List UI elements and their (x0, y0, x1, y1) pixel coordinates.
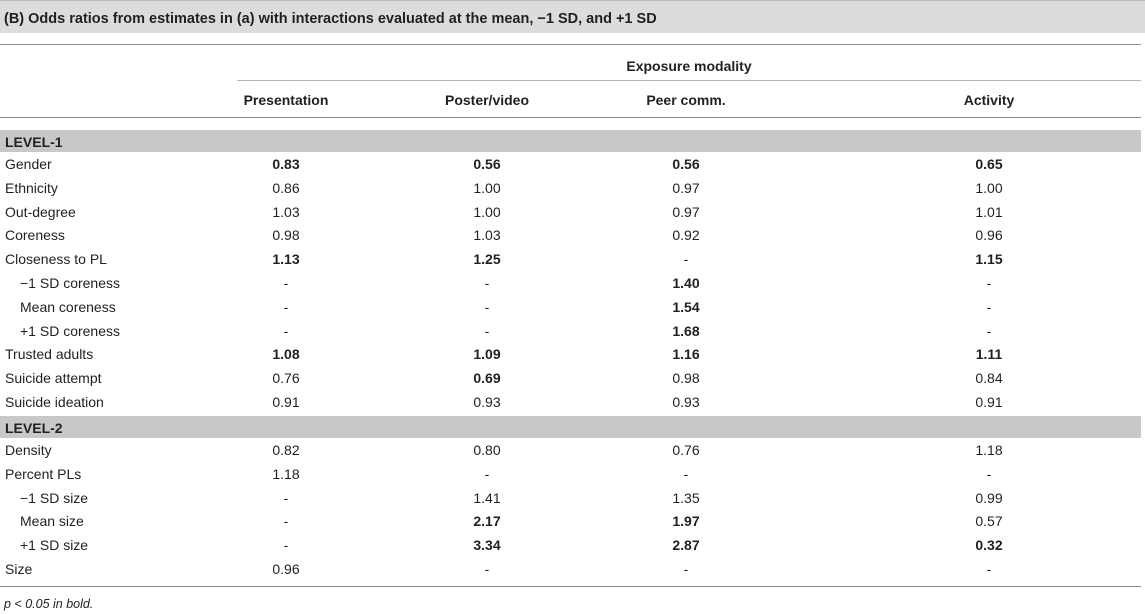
row-label: Ethnicity (5, 179, 58, 196)
table-row (0, 224, 1141, 247)
table-cell: - (283, 298, 289, 315)
table-cell: 0.84 (975, 370, 1003, 387)
row-label: −1 SD size (20, 489, 89, 506)
table-cell: 0.97 (672, 203, 700, 220)
group-header-rule (237, 80, 1141, 81)
table-cell: 0.65 (975, 156, 1003, 172)
table-cell: 0.99 (975, 489, 1003, 506)
table-cell: - (283, 537, 289, 554)
table-cell: 0.69 (473, 370, 501, 387)
table-footnote: p < 0.05 in bold. (4, 597, 94, 611)
table-row (0, 558, 1141, 581)
table-cell: - (484, 561, 490, 577)
table-title: (B) Odds ratios from estimates in (a) with interactions evaluated at the mean, −1 SD, and +1 SD (4, 11, 657, 27)
table-row (0, 510, 1141, 533)
table-cell: 1.40 (672, 275, 700, 291)
table-cell: 1.54 (672, 298, 700, 315)
table-cell: 0.80 (473, 442, 501, 458)
table-cell: 0.56 (672, 156, 700, 172)
table-cell: - (283, 489, 289, 506)
table-cell: 0.97 (672, 179, 700, 196)
row-label: Suicide attempt (5, 370, 102, 387)
table-cell: - (986, 298, 992, 315)
table-cell: - (986, 561, 992, 577)
table-cell: 1.09 (473, 346, 501, 363)
row-label: Suicide ideation (5, 394, 104, 410)
table-row (0, 367, 1141, 390)
row-label: +1 SD size (20, 537, 89, 554)
column-header-poster-video: Poster/video (444, 92, 530, 108)
table-cell: 1.41 (473, 489, 501, 506)
table-row (0, 272, 1141, 295)
row-label: Mean coreness (20, 298, 116, 315)
table-cell: 0.32 (975, 537, 1003, 554)
table-cell: 2.87 (672, 537, 700, 554)
table-cell: - (484, 322, 490, 339)
table-cell: 0.91 (975, 394, 1003, 410)
table-cell: 2.17 (473, 513, 501, 530)
table-cell: 1.13 (272, 251, 300, 268)
table-cell: - (683, 465, 689, 482)
table-cell: - (283, 275, 289, 291)
row-label: Density (5, 442, 52, 458)
table-cell: 3.34 (473, 537, 501, 554)
row-label: +1 SD coreness (20, 322, 120, 339)
table-cell: 0.93 (473, 394, 501, 410)
table-row (0, 463, 1141, 486)
table-cell: 1.16 (672, 346, 700, 363)
table-cell: 1.03 (473, 227, 501, 244)
row-label: Closeness to PL (5, 251, 107, 268)
table-cell: 1.00 (473, 203, 501, 220)
table-cell: 0.93 (672, 394, 700, 410)
table-cell: 0.76 (272, 370, 300, 387)
table-cell: 0.82 (272, 442, 300, 458)
table-cell: - (683, 251, 689, 268)
table-title-bar (0, 0, 1145, 33)
table-row (0, 177, 1141, 200)
table-row (0, 201, 1141, 224)
table-row (0, 248, 1141, 271)
table-cell: 0.96 (975, 227, 1003, 244)
table-cell: 0.76 (672, 442, 700, 458)
table-cell: 0.91 (272, 394, 300, 410)
table-cell: 1.18 (272, 465, 300, 482)
table-row (0, 153, 1141, 176)
table-row (0, 439, 1141, 462)
row-label: Mean size (20, 513, 84, 530)
table-cell: 1.00 (975, 179, 1003, 196)
table-cell: 1.97 (672, 513, 700, 530)
row-label: Out-degree (5, 203, 76, 220)
table-cell: 0.57 (975, 513, 1003, 530)
table-cell: 1.35 (672, 489, 700, 506)
table-cell: - (986, 465, 992, 482)
row-label: Percent PLs (5, 465, 82, 482)
table-cell: 1.08 (272, 346, 300, 363)
group-header: Exposure modality (626, 58, 752, 74)
table-cell: - (283, 513, 289, 530)
table-row (0, 487, 1141, 510)
column-header-activity: Activity (963, 92, 1015, 108)
table-cell: - (986, 322, 992, 339)
row-label: Gender (5, 156, 52, 172)
table-cell: 1.03 (272, 203, 300, 220)
table-cell: 1.01 (975, 203, 1003, 220)
table-cell: 1.00 (473, 179, 501, 196)
table-cell: 1.25 (473, 251, 501, 268)
row-label: Coreness (5, 227, 65, 244)
row-label: Size (5, 561, 33, 577)
column-header-peer-comm: Peer comm. (646, 92, 726, 108)
table-row (0, 343, 1141, 366)
table-cell: 1.68 (672, 322, 700, 339)
row-label: Trusted adults (5, 346, 94, 363)
table-cell: 0.92 (672, 227, 700, 244)
table-cell: 0.96 (272, 561, 300, 577)
table-row (0, 534, 1141, 557)
section-header: LEVEL-1 (0, 130, 1141, 152)
table-cell: 0.56 (473, 156, 501, 172)
table-cell: - (283, 322, 289, 339)
column-header-presentation: Presentation (243, 92, 329, 108)
table-cell: 0.98 (272, 227, 300, 244)
table-cell: 0.86 (272, 179, 300, 196)
table-cell: - (484, 275, 490, 291)
section-header: LEVEL-2 (0, 416, 1141, 438)
header-rule (0, 117, 1141, 118)
table-cell: - (484, 465, 490, 482)
table-cell: 0.83 (272, 156, 300, 172)
table-cell: - (484, 298, 490, 315)
table-cell: - (683, 561, 689, 577)
table-row (0, 296, 1141, 319)
table-row (0, 391, 1141, 414)
table-cell: 1.15 (975, 251, 1003, 268)
bottom-rule (0, 586, 1141, 587)
top-rule (0, 44, 1141, 45)
table-cell: 1.18 (975, 442, 1003, 458)
table-cell: 1.11 (975, 346, 1003, 363)
row-label: −1 SD coreness (20, 275, 120, 291)
table-cell: - (986, 275, 992, 291)
table-row (0, 320, 1141, 343)
table-cell: 0.98 (672, 370, 700, 387)
